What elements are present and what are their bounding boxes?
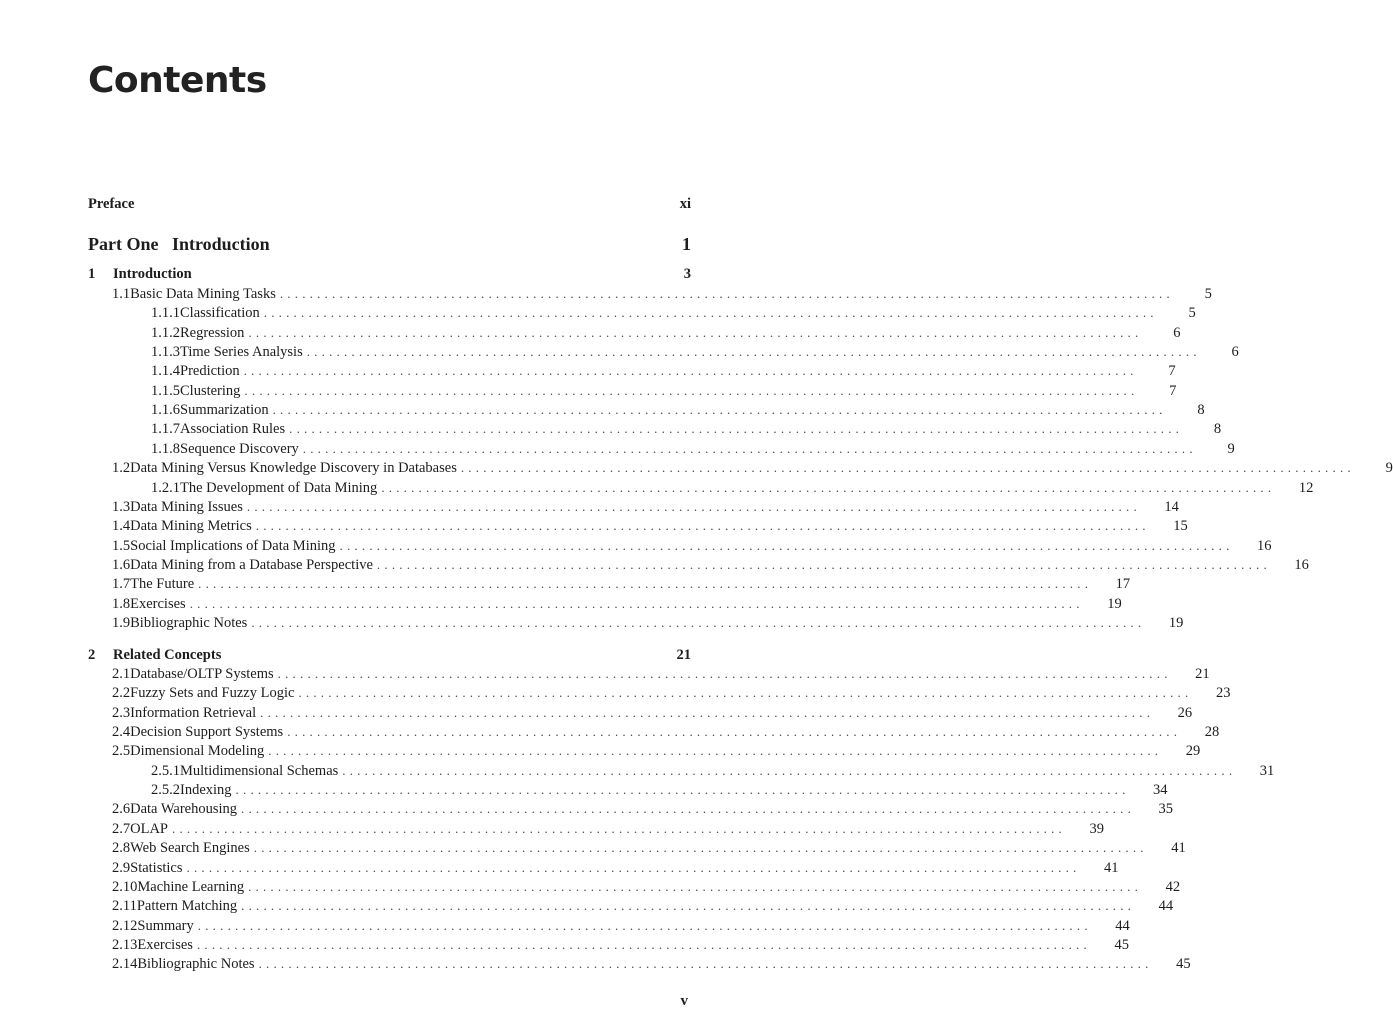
dot-leader: ........................................................................................................................ <box>248 324 1143 340</box>
toc-entry-label: Exercises <box>137 936 193 953</box>
toc-entry[interactable] <box>112 955 1191 973</box>
toc-entry-page: 19 <box>1107 595 1122 612</box>
toc-entry[interactable] <box>151 401 1205 419</box>
toc-entry[interactable] <box>112 897 1174 915</box>
dot-leader: ........................................................................................................................ <box>189 595 1084 611</box>
toc-chapter-label: Introduction <box>113 266 192 282</box>
toc-preface-page: xi <box>679 196 691 212</box>
toc-entry-page: 16 <box>1257 537 1272 554</box>
toc-entry-page: 44 <box>1158 898 1174 915</box>
toc-entry-number: 2.9 <box>112 859 131 876</box>
toc-entry-label: Machine Learning <box>137 878 245 895</box>
toc-entry-number: 1.4 <box>112 518 131 535</box>
toc-entry[interactable] <box>151 324 1181 342</box>
toc-entry-label: The Future <box>130 576 195 593</box>
toc-entry-label: Fuzzy Sets and Fuzzy Logic <box>130 685 295 702</box>
toc-entry-label: Summary <box>137 917 194 934</box>
toc-entry-page: 34 <box>1153 782 1168 799</box>
toc-entry-number: 1.1.1 <box>151 305 180 322</box>
toc-entry-number: 2.6 <box>112 801 131 818</box>
toc-entry-number: 1.1.6 <box>151 402 180 419</box>
toc-entry-page: 41 <box>1171 840 1186 857</box>
toc-entry-label: Sequence Discovery <box>180 440 299 457</box>
toc-entry-number: 2.8 <box>112 840 131 857</box>
toc-entry[interactable] <box>151 762 1275 780</box>
dot-leader: ........................................................................................................................ <box>287 724 1182 740</box>
dot-leader: ........................................................................................................................ <box>263 305 1158 321</box>
toc-entry[interactable] <box>112 575 1131 593</box>
dot-leader: ........................................................................................................................ <box>172 820 1066 836</box>
toc-entry-label: Clustering <box>180 382 241 399</box>
toc-entry-number: 2.10 <box>112 878 138 895</box>
toc-entry-page: 17 <box>1115 576 1131 593</box>
toc-entry-label: Data Mining Issues <box>130 498 243 515</box>
toc-entry-label: Indexing <box>180 782 232 799</box>
toc-entry[interactable] <box>112 285 1212 303</box>
toc-entry[interactable] <box>151 343 1239 361</box>
dot-leader: ........................................................................................................................ <box>235 782 1130 798</box>
toc-entry-page: 6 <box>1173 324 1181 341</box>
toc-entry-label: Exercises <box>130 595 186 612</box>
dot-leader: ........................................................................................................................ <box>272 402 1167 418</box>
toc-entry-number: 2.4 <box>112 724 131 741</box>
dot-leader: ........................................................................................................................ <box>248 878 1143 894</box>
toc-entry-number: 1.1.3 <box>151 344 180 361</box>
toc-entry-number: 2.2 <box>112 685 131 702</box>
toc-entry-label: Basic Data Mining Tasks <box>130 286 276 302</box>
toc-entry-page: 7 <box>1168 363 1176 380</box>
dot-leader: ........................................................................................................................ <box>289 421 1184 437</box>
toc-entry-page: 12 <box>1298 479 1314 496</box>
dot-leader: ........................................................................................................................ <box>258 956 1153 972</box>
toc-entry-page: 26 <box>1177 704 1193 721</box>
toc-entry[interactable] <box>112 800 1174 818</box>
toc-entry-label: Bibliographic Notes <box>137 956 255 973</box>
toc-entry-number: 2.5.2 <box>151 782 180 799</box>
toc-entry-page: 45 <box>1176 956 1191 973</box>
toc-entry[interactable] <box>151 440 1235 458</box>
dot-leader: ........................................................................................................................ <box>241 898 1136 914</box>
toc-entry[interactable] <box>112 742 1201 760</box>
toc-chapter-num: 2 <box>88 647 96 663</box>
toc-entry-page: 45 <box>1114 936 1129 953</box>
toc-entry-page: 31 <box>1259 762 1275 779</box>
toc-entry-number: 2.5 <box>112 743 131 760</box>
toc-entry-label: Bibliographic Notes <box>130 614 248 631</box>
dot-leader: ........................................................................................................................ <box>376 556 1271 572</box>
toc-entry-number: 2.11 <box>112 898 137 915</box>
toc-entry-label: The Development of Data Mining <box>180 479 378 496</box>
dot-leader: ........................................................................................................................ <box>186 859 1081 875</box>
toc-entry-number: 1.1.8 <box>151 440 180 457</box>
toc-entry-number: 1.1.2 <box>151 324 180 341</box>
toc-entry-label: Data Mining from a Database Perspective <box>130 556 373 573</box>
page-folio: v <box>680 993 688 1009</box>
dot-leader: ........................................................................................................................ <box>244 382 1139 398</box>
toc-entry-number: 1.3 <box>112 498 131 515</box>
toc-entry-label: Web Search Engines <box>130 840 250 857</box>
toc-entry-label: Prediction <box>180 363 240 380</box>
toc-entry-number: 1.2.1 <box>151 479 180 496</box>
toc-entry-number: 2.5.1 <box>151 762 180 779</box>
toc-chapter-page: 3 <box>683 266 691 282</box>
toc-preface[interactable] <box>88 195 691 213</box>
toc-entry-number: 1.7 <box>112 576 131 593</box>
toc-entry-label: Data Mining Metrics <box>130 518 252 535</box>
toc-entry-number: 2.13 <box>112 936 138 953</box>
dot-leader: ........................................................................................................................ <box>253 840 1148 856</box>
dot-leader: ........................................................................................................................ <box>268 743 1163 759</box>
toc-entry-label: Multidimensional Schemas <box>180 762 339 779</box>
toc-entry-label: Summarization <box>180 402 269 419</box>
toc-entry[interactable] <box>112 936 1129 954</box>
toc-entry[interactable] <box>112 517 1188 535</box>
toc-entry-number: 1.9 <box>112 614 131 631</box>
toc-entry-number: 1.6 <box>112 556 131 573</box>
toc-entry-page: 41 <box>1104 859 1119 876</box>
toc-entry-label: Social Implications of Data Mining <box>130 537 336 554</box>
toc-chapter-page: 21 <box>676 647 691 663</box>
toc-entry-number: 1.1.7 <box>151 421 180 438</box>
dot-leader: ........................................................................................................................ <box>381 479 1276 495</box>
toc-entry[interactable] <box>112 665 1210 683</box>
toc-entry[interactable] <box>112 537 1272 555</box>
toc-entry[interactable] <box>112 556 1309 574</box>
toc-entry-number: 1.1.5 <box>151 382 180 399</box>
toc-entry[interactable] <box>112 878 1181 896</box>
dot-leader: ........................................................................................................................ <box>196 936 1091 952</box>
dot-leader: ........................................................................................................................ <box>255 518 1150 534</box>
toc-entry-page: 9 <box>1385 460 1393 477</box>
dot-leader: ........................................................................................................................ <box>277 666 1172 681</box>
toc-entry[interactable] <box>112 820 1104 838</box>
toc-entry-label: OLAP <box>130 820 168 837</box>
toc-entry-label: Classification <box>180 305 260 322</box>
toc-chapter-num: 1 <box>88 266 96 282</box>
toc-entry[interactable] <box>151 420 1222 438</box>
toc-entry-label: Association Rules <box>180 421 286 438</box>
toc-entry-page: 8 <box>1197 402 1205 419</box>
dot-leader: ........................................................................................................................ <box>342 762 1237 778</box>
toc-entry-page: 28 <box>1204 724 1220 741</box>
toc-entry-number: 1.1 <box>112 286 131 302</box>
dot-leader: ........................................................................................................................ <box>260 704 1155 720</box>
toc-entry-number: 1.1.4 <box>151 363 180 380</box>
toc-entry-page: 19 <box>1168 614 1184 631</box>
toc-part-one[interactable] <box>88 233 691 255</box>
toc-entry-number: 1.8 <box>112 595 131 612</box>
toc-entry[interactable] <box>151 382 1177 400</box>
toc-entry-label: Statistics <box>130 859 183 876</box>
toc-entry[interactable] <box>112 917 1130 935</box>
toc-preface-label: Preface <box>88 196 135 212</box>
toc-entry[interactable] <box>112 684 1231 702</box>
dot-leader: ........................................................................................................................ <box>302 440 1197 456</box>
dot-leader: ........................................................................................................................ <box>306 344 1201 360</box>
toc-entry-number: 2.14 <box>112 956 138 973</box>
toc-entry-page: 44 <box>1115 917 1130 934</box>
toc-entry-label: Decision Support Systems <box>130 724 284 741</box>
dot-leader: ........................................................................................................................ <box>460 460 1355 476</box>
toc-chapter-2[interactable] <box>88 646 691 664</box>
toc-entry-page: 21 <box>1195 666 1210 682</box>
toc-entry-page: 5 <box>1204 286 1212 302</box>
toc-entry-label: Dimensional Modeling <box>130 743 265 760</box>
toc-entry-label: Data Warehousing <box>130 801 238 818</box>
toc-entry-label: Pattern Matching <box>136 898 238 915</box>
toc-entry-page: 42 <box>1165 878 1181 895</box>
page-title: Contents <box>88 60 267 101</box>
toc-entry-label: Database/OLTP Systems <box>130 666 274 682</box>
dot-leader: ........................................................................................................................ <box>339 537 1234 553</box>
toc-entry[interactable] <box>112 459 1393 477</box>
dot-leader: ........................................................................................................................ <box>246 498 1141 514</box>
toc-entry-page: 14 <box>1164 498 1179 515</box>
toc-part-page: 1 <box>682 234 691 254</box>
toc-entry-label: Regression <box>180 324 245 341</box>
toc-chapter-label: Related Concepts <box>113 647 222 663</box>
toc-entry[interactable] <box>112 839 1186 857</box>
toc-part-label: Part One Introduction <box>88 234 270 254</box>
dot-leader: ........................................................................................................................ <box>279 286 1174 301</box>
toc-entry-label: Information Retrieval <box>130 704 257 721</box>
toc-entry-page: 6 <box>1231 344 1239 361</box>
toc-entry-number: 1.2 <box>112 460 131 477</box>
toc-entry-page: 8 <box>1213 421 1222 438</box>
dot-leader: ........................................................................................................................ <box>198 576 1093 592</box>
toc-entry[interactable] <box>112 498 1179 516</box>
toc-entry[interactable] <box>112 595 1122 613</box>
dot-leader: ........................................................................................................................ <box>298 685 1193 701</box>
dot-leader: ........................................................................................................................ <box>241 801 1136 817</box>
dot-leader: ........................................................................................................................ <box>243 363 1138 379</box>
toc-entry[interactable] <box>112 723 1220 741</box>
toc-entry[interactable] <box>151 362 1176 380</box>
toc-entry-number: 2.1 <box>112 666 131 682</box>
toc-entry-number: 2.3 <box>112 704 131 721</box>
toc-entry-label: Data Mining Versus Knowledge Discovery in Databases <box>130 460 457 477</box>
toc-entry-label: Time Series Analysis <box>180 344 303 361</box>
toc-entry-page: 39 <box>1089 820 1104 837</box>
toc-entry-page: 7 <box>1169 382 1177 399</box>
toc-entry-number: 2.12 <box>112 917 138 934</box>
toc-entry[interactable] <box>112 614 1184 632</box>
toc-entry[interactable] <box>151 781 1168 799</box>
toc-entry-page: 9 <box>1227 440 1235 457</box>
toc-entry-page: 23 <box>1215 685 1231 702</box>
toc-entry-number: 2.7 <box>112 820 131 837</box>
toc-chapter-1[interactable] <box>88 265 691 283</box>
dot-leader: ........................................................................................................................ <box>251 614 1146 630</box>
toc-entry-number: 1.5 <box>112 537 131 554</box>
toc-entry-page: 15 <box>1173 518 1188 535</box>
toc-entry[interactable] <box>112 859 1119 877</box>
toc-entry[interactable] <box>151 479 1314 497</box>
toc-entry[interactable] <box>151 304 1196 322</box>
toc-entry-page: 29 <box>1185 743 1201 760</box>
dot-leader: ........................................................................................................................ <box>197 917 1092 933</box>
toc-entry[interactable] <box>112 704 1193 722</box>
toc-entry-page: 16 <box>1294 556 1309 573</box>
toc-entry-page: 35 <box>1158 801 1174 818</box>
toc-entry-page: 5 <box>1188 305 1196 322</box>
